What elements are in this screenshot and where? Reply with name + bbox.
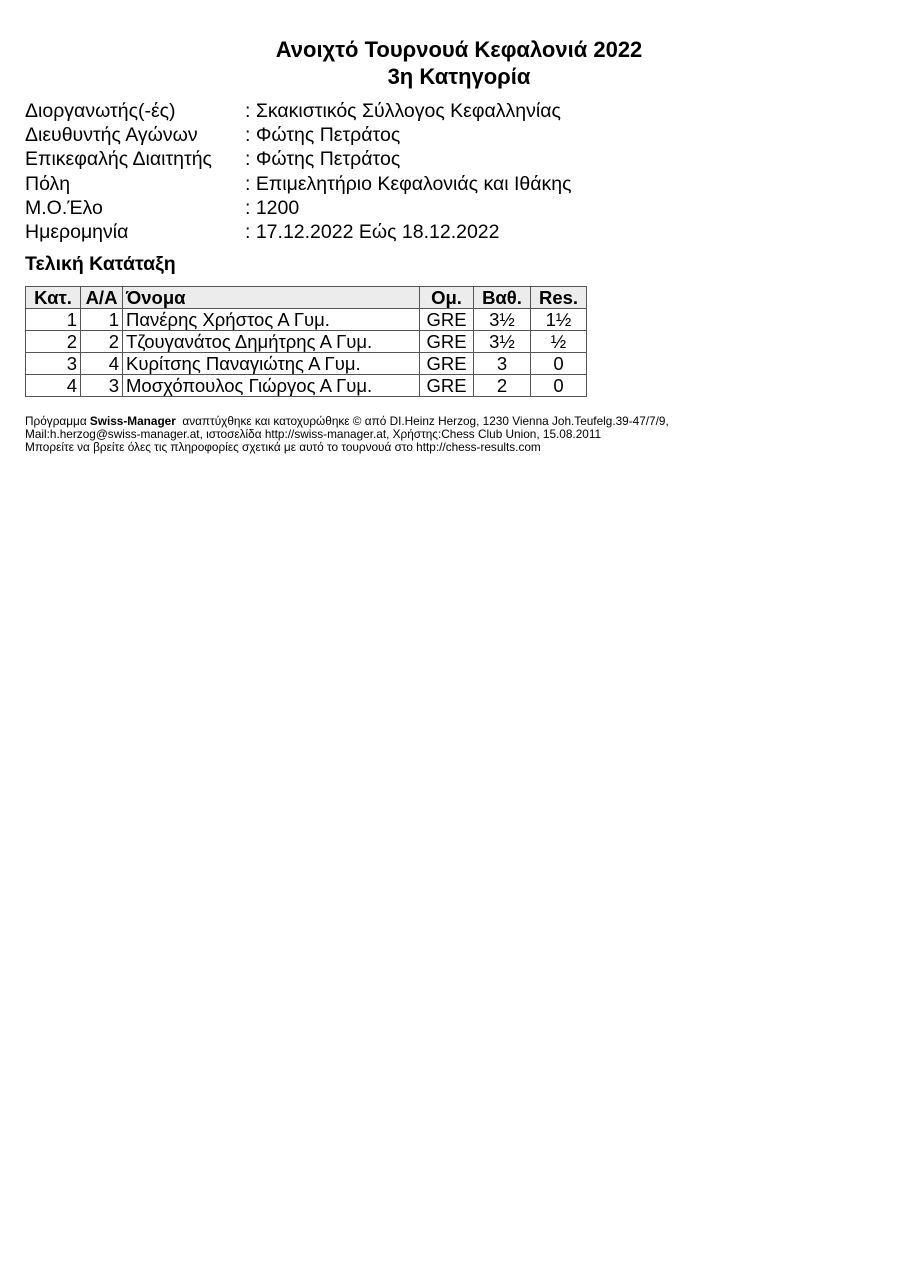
info-label: Ημερομηνία — [25, 221, 129, 244]
cell-federation: GRE — [420, 353, 474, 375]
cell-name: Μοσχόπουλος Γιώργος Α Γυμ. — [123, 375, 420, 397]
info-label: Διοργανωτής(-ές) — [25, 100, 176, 122]
info-row-avg-elo — [25, 196, 572, 220]
tournament-info — [25, 99, 572, 244]
table-row — [26, 309, 587, 331]
info-label: Επικεφαλής Διαιτητής — [25, 148, 212, 171]
column-header-federation: Ομ. — [420, 287, 474, 309]
table-row — [26, 375, 587, 397]
info-label: Πόλη — [25, 172, 71, 195]
category-subtitle: 3η Κατηγορία — [387, 64, 531, 89]
cell-result: 1½ — [531, 309, 587, 331]
info-value: : Σκακιστικός Σύλλογος Κεφαλληνίας — [245, 100, 561, 122]
column-header-name: Όνομα — [123, 287, 420, 309]
cell-result: ½ — [531, 331, 587, 353]
cell-number: 3 — [81, 375, 123, 397]
cell-federation: GRE — [420, 331, 474, 353]
cell-rank: 2 — [26, 331, 81, 353]
cell-result: 0 — [531, 353, 587, 375]
cell-number: 2 — [81, 331, 123, 353]
info-value: : Φώτης Πετράτος — [245, 148, 401, 171]
cell-number: 4 — [81, 353, 123, 375]
info-row-chief-arbiter — [25, 147, 572, 171]
footer-prefix: Πρόγραμμα — [25, 414, 90, 428]
table-header-row — [26, 287, 587, 309]
document-title — [0, 36, 900, 90]
footer-line-results: Μπορείτε να βρείτε όλες τις πληροφορίες σχετικά με αυτό το τουρνουά στο http://chess-results.com — [25, 440, 541, 455]
cell-number: 1 — [81, 309, 123, 331]
info-value: : 17.12.2022 Εώς 18.12.2022 — [245, 221, 500, 244]
tournament-title: Ανοιχτό Τουρνουά Κεφαλονιά 2022 — [275, 37, 643, 62]
cell-points: 3 — [474, 353, 531, 375]
info-value: : Φώτης Πετράτος — [245, 124, 401, 147]
table-row — [26, 331, 587, 353]
cell-points: 3½ — [474, 309, 531, 331]
column-header-points: Βαθ. — [474, 287, 531, 309]
cell-name: Τζουγανάτος Δημήτρης Α Γυμ. — [123, 331, 420, 353]
cell-rank: 4 — [26, 375, 81, 397]
info-row-organizer — [25, 99, 572, 123]
cell-points: 2 — [474, 375, 531, 397]
standings-table — [25, 286, 587, 397]
info-value: : 1200 — [245, 196, 300, 219]
info-row-city — [25, 172, 572, 196]
cell-name: Πανέρης Χρήστος Α Γυμ. — [123, 309, 420, 331]
column-header-result: Res. — [531, 287, 587, 309]
table-row — [26, 353, 587, 375]
column-header-rank: Κατ. — [26, 287, 81, 309]
cell-result: 0 — [531, 375, 587, 397]
cell-federation: GRE — [420, 375, 474, 397]
cell-rank: 1 — [26, 309, 81, 331]
info-row-date — [25, 220, 572, 244]
cell-rank: 3 — [26, 353, 81, 375]
cell-name: Κυρίτσης Παναγιώτης Α Γυμ. — [123, 353, 420, 375]
cell-points: 3½ — [474, 331, 531, 353]
cell-federation: GRE — [420, 309, 474, 331]
program-name: Swiss-Manager — [89, 414, 176, 428]
info-row-director — [25, 123, 572, 147]
info-label: Μ.Ο.Έλο — [25, 196, 103, 219]
footer-copyright: αναπτύχθηκε και κατοχυρώθηκε © από DI.Heinz Herzog, 1230 Vienna Joh.Teufelg.39-47/7/9, — [175, 414, 669, 428]
final-standings-heading: Τελική Κατάταξη — [25, 253, 176, 275]
footer-credits — [25, 415, 885, 455]
column-header-number: Α/Α — [81, 287, 123, 309]
footer-line-contact: Mail:h.herzog@swiss-manager.at, ιστοσελίδα http://swiss-manager.at, Χρήστης:Chess Club Union, 15.08.2011 — [25, 427, 602, 442]
info-label: Διευθυντής Αγώνων — [25, 124, 198, 147]
info-value: : Επιμελητήριο Κεφαλονιάς και Ιθάκης — [245, 172, 572, 195]
